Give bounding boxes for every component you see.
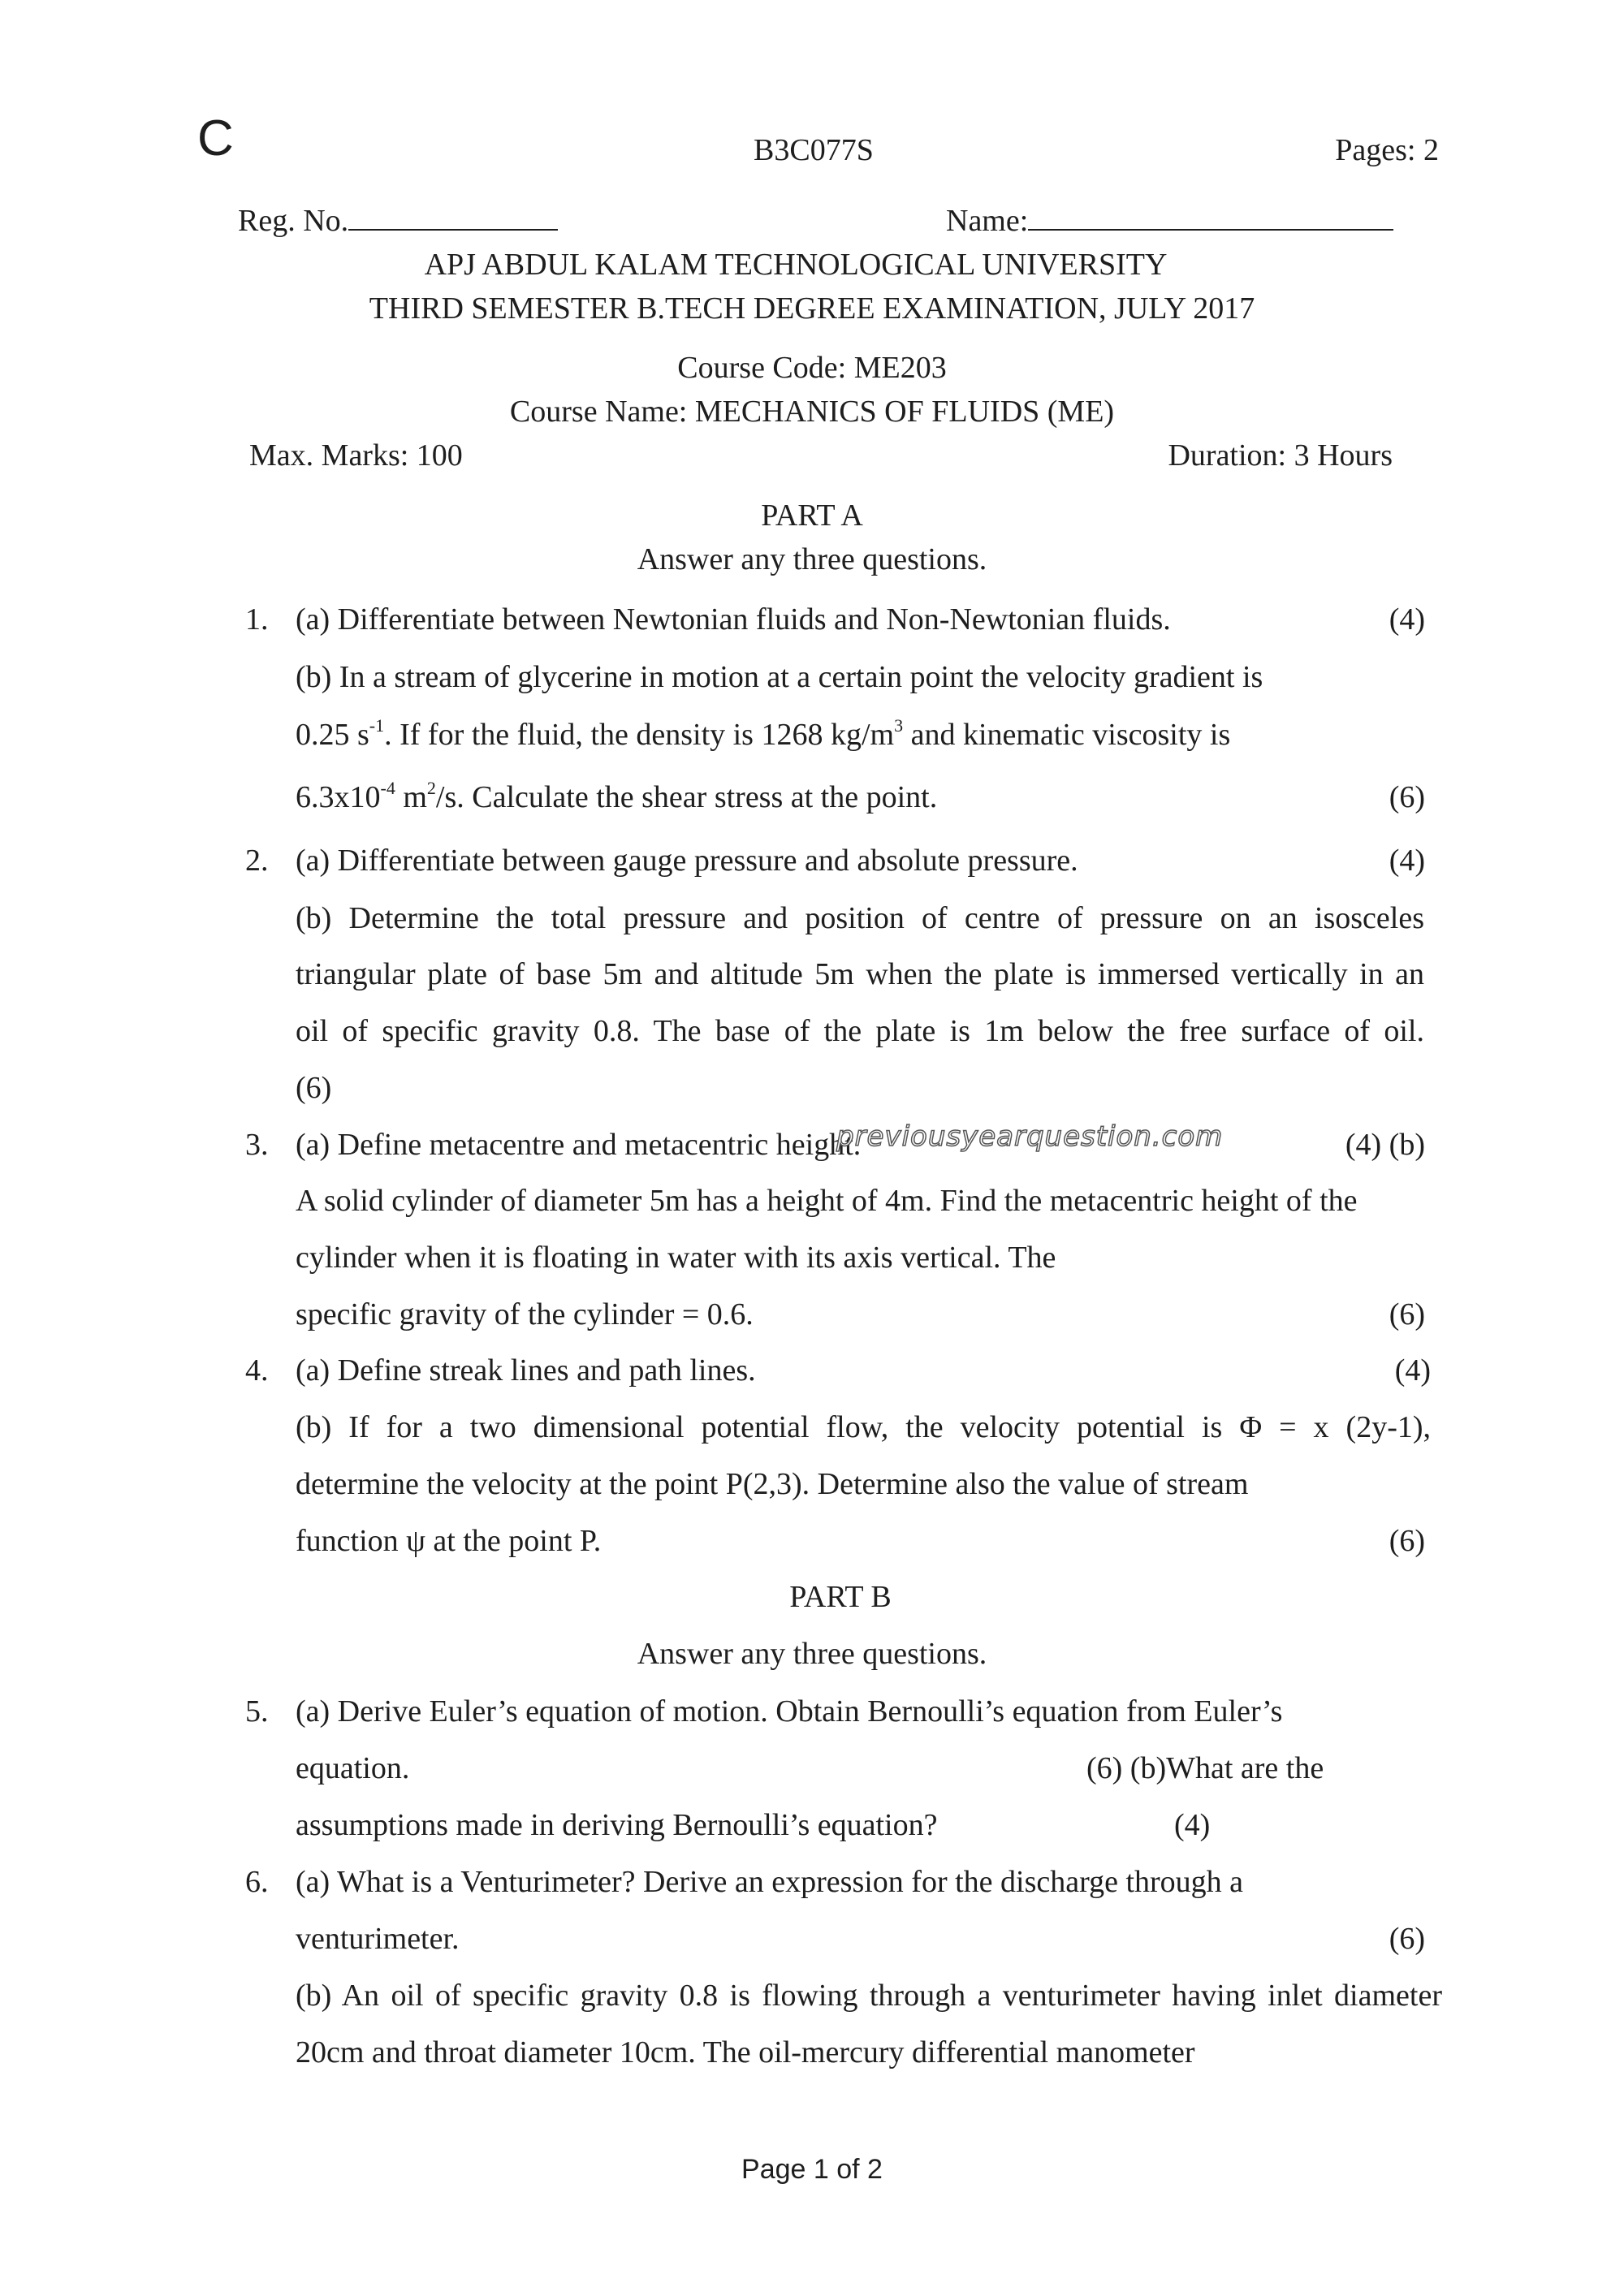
question-part-b: (b) If for a two dimensional potential flow, the velocity potential is Φ = x (2y-1), <box>296 1410 1431 1444</box>
series-letter: C <box>197 110 234 166</box>
page-footer: Page 1 of 2 <box>741 2154 883 2185</box>
question-part-b: (b) An oil of specific gravity 0.8 is flowing through a venturimeter having inlet diameter <box>296 1979 1442 2013</box>
part-a-instruction: Answer any three questions. <box>637 542 987 576</box>
question-text-line: 20cm and throat diameter 10cm. The oil-mercury differential manometer <box>296 2035 1195 2069</box>
exam-title: THIRD SEMESTER B.TECH DEGREE EXAMINATION, JULY 2017 <box>369 291 1255 326</box>
course-name: Course Name: MECHANICS OF FLUIDS (ME) <box>509 395 1115 429</box>
text-span: 6.3x10 <box>296 780 381 814</box>
name-blank <box>1028 206 1393 231</box>
superscript: -1 <box>369 715 385 736</box>
question-part-b: A solid cylinder of diameter 5m has a height of 4m. Find the metacentric height of the <box>296 1184 1358 1218</box>
name-label: Name: <box>946 204 1029 238</box>
marks: (6) <box>1389 1524 1425 1558</box>
reg-no-field <box>238 205 558 236</box>
question-part-a: (a) Differentiate between gauge pressure and absolute pressure. <box>296 844 1078 878</box>
question-number: 5. <box>245 1694 269 1728</box>
question-part-a: (a) Differentiate between Newtonian fluids and Non-Newtonian fluids. <box>296 602 1171 637</box>
watermark-text: previousyearquestion.com <box>836 1120 1224 1153</box>
marks: (6) <box>1389 1297 1425 1331</box>
marks: (6) (b)What are the <box>1086 1751 1324 1785</box>
question-number: 6. <box>245 1865 269 1899</box>
superscript: 2 <box>426 778 436 798</box>
text-span: 0.25 s <box>296 718 369 752</box>
marks: (6) <box>296 1071 332 1105</box>
question-part-b: assumptions made in deriving Bernoulli’s equation? <box>296 1808 938 1842</box>
question-text-line: cylinder when it is floating in water with its axis vertical. The <box>296 1241 1056 1275</box>
question-text-line: function ψ at the point P. <box>296 1524 602 1558</box>
question-number: 2. <box>245 844 269 878</box>
question-number: 3. <box>245 1128 269 1162</box>
marks: (6) <box>1389 780 1425 814</box>
part-b-instruction: Answer any three questions. <box>637 1637 987 1671</box>
marks: (4) <box>1389 602 1425 637</box>
superscript: 3 <box>894 715 904 736</box>
question-text-line: oil of specific gravity 0.8. The base of the plate is 1m below the free surface of oil. <box>296 1014 1424 1048</box>
reg-no-blank <box>348 206 558 231</box>
university-name: APJ ABDUL KALAM TECHNOLOGICAL UNIVERSITY <box>424 248 1168 282</box>
question-part-a: (a) Derive Euler’s equation of motion. Obtain Bernoulli’s equation from Euler’s <box>296 1694 1283 1728</box>
page-count: Pages: 2 <box>1335 133 1439 167</box>
text-span: m <box>395 780 427 814</box>
question-text-line: triangular plate of base 5m and altitude 5m when the plate is immersed vertically in an <box>296 957 1424 991</box>
question-text-line: specific gravity of the cylinder = 0.6. <box>296 1297 754 1331</box>
text-span: and kinematic viscosity is <box>903 718 1231 752</box>
question-number: 1. <box>245 602 269 637</box>
question-text-line: venturimeter. <box>296 1922 460 1956</box>
question-part-b: (b) Determine the total pressure and position of centre of pressure on an isosceles <box>296 901 1424 935</box>
marks: (6) <box>1389 1922 1425 1956</box>
max-marks: Max. Marks: 100 <box>249 438 463 473</box>
question-part-a: (a) Define streak lines and path lines. <box>296 1353 756 1388</box>
question-part-b: (b) In a stream of glycerine in motion at a certain point the velocity gradient is <box>296 660 1263 694</box>
marks: (4) <box>1174 1808 1211 1842</box>
text-span: /s. Calculate the shear stress at the point. <box>435 780 938 814</box>
marks: (4) <box>1389 844 1425 878</box>
name-field <box>946 205 1393 236</box>
duration: Duration: 3 Hours <box>1168 438 1393 473</box>
question-number: 4. <box>245 1353 269 1388</box>
part-b-title: PART B <box>789 1580 892 1614</box>
marks: (4) <box>1394 1353 1431 1388</box>
question-text-line: equation. <box>296 1751 410 1785</box>
marks: (4) (b) <box>1345 1128 1425 1162</box>
question-text-line: determine the velocity at the point P(2,3). Determine also the value of stream <box>296 1467 1249 1501</box>
reg-no-label: Reg. No. <box>238 204 349 238</box>
question-part-a: (a) Define metacentre and metacentric height. <box>296 1128 862 1162</box>
part-a-title: PART A <box>761 498 863 533</box>
text-span: . If for the fluid, the density is 1268 kg/m <box>384 718 895 752</box>
question-part-a: (a) What is a Venturimeter? Derive an expression for the discharge through a <box>296 1865 1244 1899</box>
paper-code: B3C077S <box>754 133 874 167</box>
question-text-line <box>296 778 938 814</box>
superscript: -4 <box>380 778 395 798</box>
course-code: Course Code: ME203 <box>677 351 947 385</box>
question-text-line <box>296 715 1231 752</box>
